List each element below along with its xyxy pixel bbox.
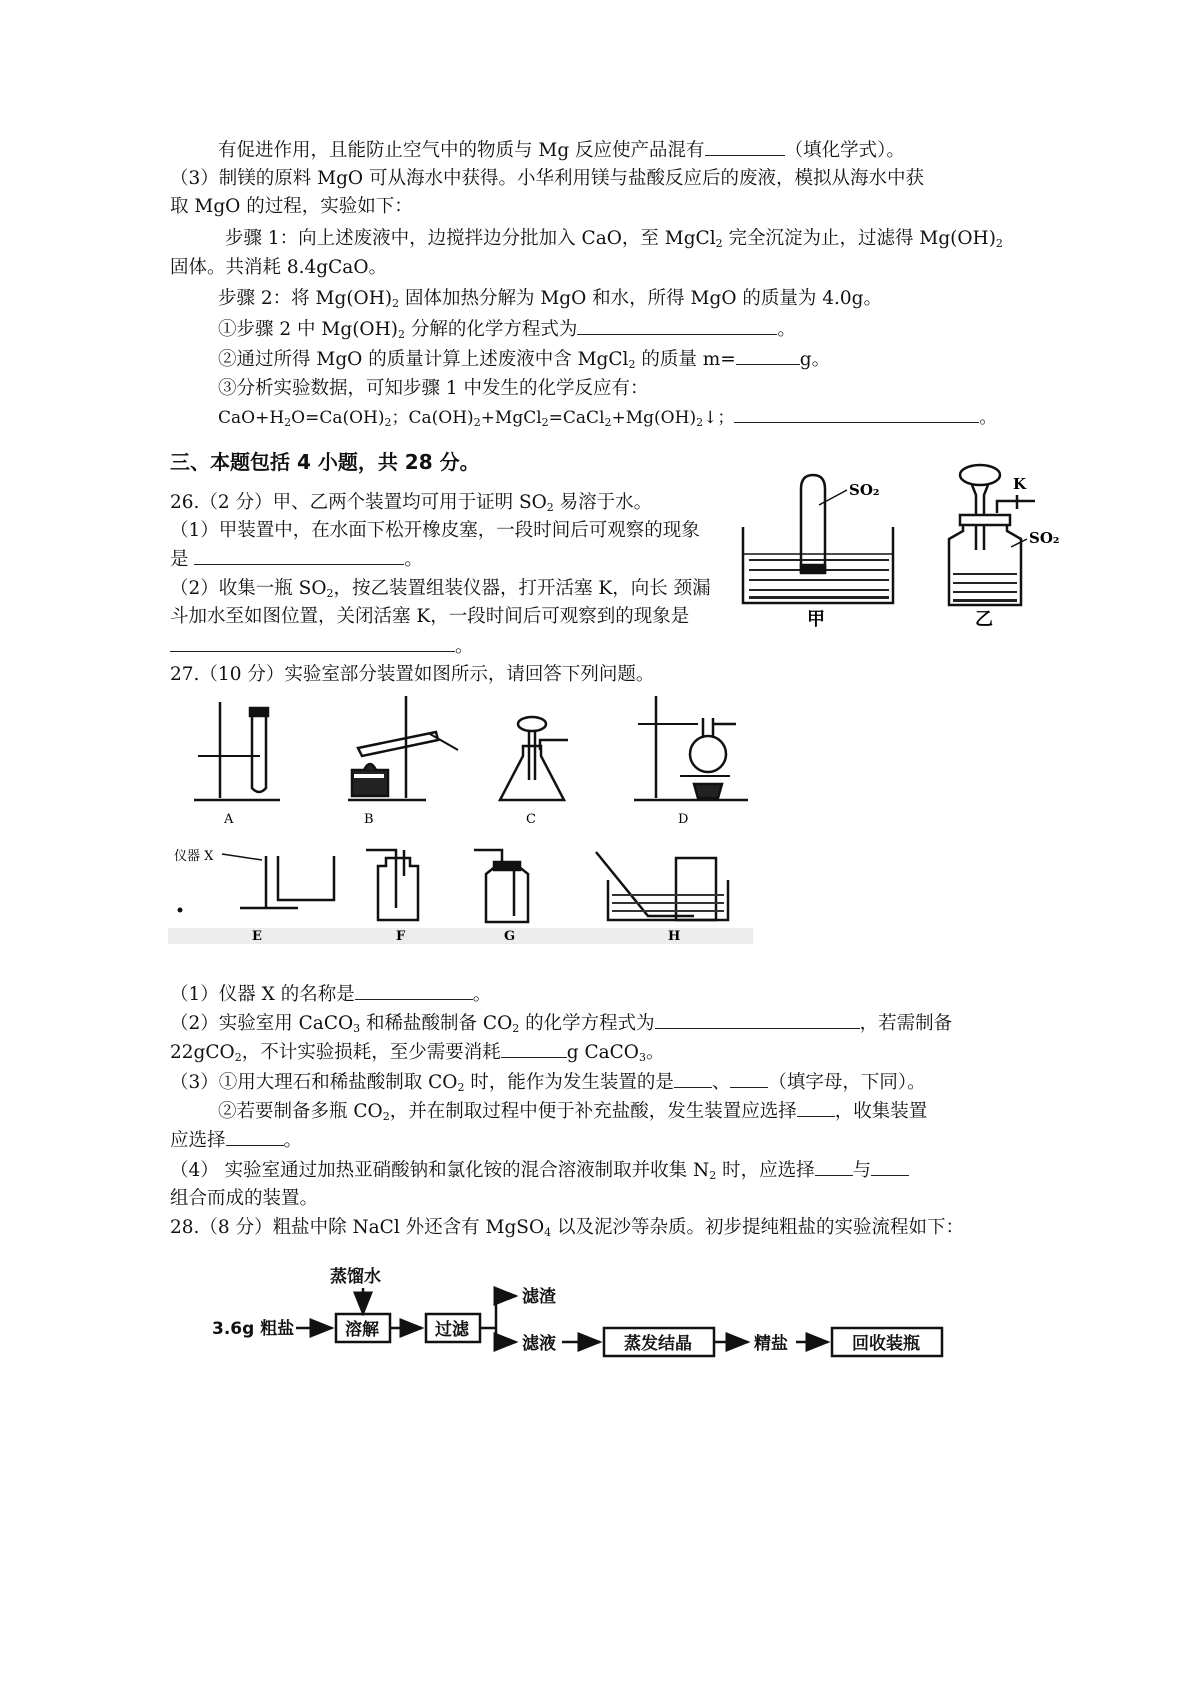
text-line: 22gCO$_2$，不计实验损耗，至少需要消耗 g CaCO$_3$。 [170, 1039, 664, 1066]
text-line: 取 MgO 的过程，实验如下： [170, 196, 413, 217]
q27-apparatus-figure [168, 690, 760, 950]
label-b: B [364, 812, 374, 827]
apparatus-h [596, 852, 728, 920]
label-c: C [526, 812, 536, 827]
apparatus-c [500, 717, 568, 800]
refined-salt-label: 精盐 [754, 1334, 788, 1354]
crude-salt-label: 3.6g 粗盐 [212, 1319, 295, 1339]
text-line: 组合而成的装置。 [170, 1188, 319, 1209]
text-line: 。 [170, 633, 474, 660]
q27-part4: （4） 实验室通过加热亚硝酸钠和氯化铵的混合溶液制取并收集 $N_2$ 时，应选择 与 [170, 1157, 909, 1184]
section-heading: 三、本题包括 4 小题，共 28 分。 [170, 450, 480, 474]
step-1: 步骤 1：向上述废液中，边搅拌边分批加入 CaO，至 MgCl$_2$ 完全沉淀为止，过滤得 $Mg(OH)_2$ [225, 228, 1003, 250]
purification-flowchart [200, 1262, 960, 1372]
equation-line: $CaO+H_2O=Ca(OH)_2$；$Ca(OH)_2+MgCl_2=CaCl_2+Mg(OH)_2↓$； 。 [218, 404, 996, 431]
apparatus-g [474, 850, 528, 922]
label-e: E [252, 929, 262, 944]
answer-blank[interactable] [674, 1069, 712, 1088]
answer-blank[interactable] [734, 404, 979, 423]
q27-title: 27.（10 分）实验室部分装置如图所示，请回答下列问题。 [170, 664, 655, 685]
label-a: A [224, 812, 234, 827]
so2-label: SO₂ [1029, 529, 1060, 547]
apparatus-d [634, 696, 748, 800]
distilled-water-label: 蒸馏水 [330, 1267, 381, 1287]
figure-label-jia: 甲 [807, 609, 825, 630]
apparatus-b [348, 696, 458, 800]
filter-label: 过滤 [435, 1320, 469, 1340]
q26-apparatus-figure [735, 455, 1075, 635]
step-2: 步骤 2：将 $Mg(OH)_2$ 固体加热分解为 MgO 和水，所得 MgO 的质量为 4.0g。 [218, 288, 883, 310]
answer-blank[interactable] [226, 1127, 284, 1146]
label-h: H [668, 929, 681, 944]
apparatus-a [194, 702, 280, 800]
answer-blank[interactable] [355, 981, 473, 1000]
answer-blank[interactable] [736, 346, 800, 365]
funnel [960, 465, 1000, 550]
text-line: （1）甲装置中，在水面下松开橡皮塞，一段时间后可观察的现象 [170, 520, 700, 541]
label-d: D [678, 812, 689, 827]
evaporate-label: 蒸发结晶 [624, 1334, 692, 1354]
answer-blank[interactable] [815, 1157, 853, 1176]
text-line: （2）收集一瓶 $SO_2$，按乙装置组装仪器，打开活塞 K，向长 颈漏 [170, 578, 711, 600]
so2-label: SO₂ [849, 481, 880, 499]
q26-title: 26.（2 分）甲、乙两个装置均可用于证明 $SO_2$ 易溶于水。 [170, 492, 653, 514]
text-line: 斗加水至如图位置，关闭活塞 K，一段时间后可观察到的现象是 [170, 606, 690, 627]
label-g: G [504, 929, 516, 944]
answer-blank[interactable] [730, 1069, 768, 1088]
q27-part3: （3）①用大理石和稀盐酸制取 $CO_2$ 时，能作为发生装置的是 、 （填字母，下同）。 [170, 1069, 926, 1096]
q27-part2: （2）实验室用 CaCO$_3$ 和稀盐酸制备 $CO_2$ 的化学方程式为 ，若需制备 [170, 1010, 952, 1037]
apparatus-f [366, 850, 418, 920]
bottle-water [953, 573, 1017, 602]
filtrate-label: 滤液 [522, 1334, 556, 1354]
answer-blank[interactable] [655, 1010, 860, 1029]
question-2: ②通过所得 MgO 的质量计算上述废液中含 MgCl$_2$ 的质量 m= g。 [218, 346, 830, 373]
answer-blank[interactable] [705, 137, 785, 156]
answer-blank[interactable] [577, 316, 777, 335]
q27-part1: （1）仪器 X 的名称是 。 [170, 981, 491, 1008]
text-line: 是 。 [170, 546, 423, 573]
answer-blank[interactable] [170, 633, 455, 652]
answer-blank[interactable] [797, 1098, 835, 1117]
answer-blank[interactable] [501, 1039, 567, 1058]
label-f: F [396, 929, 406, 944]
q28-title: 28.（8 分）粗盐中除 NaCl 外还含有 MgSO$_4$ 以及泥沙等杂质。初步提纯粗盐的实验流程如下： [170, 1217, 965, 1239]
text-line: ②若要制备多瓶 $CO_2$，并在制取过程中便于补充盐酸，发生装置应选择 ，收集装置 [218, 1098, 927, 1125]
dissolve-label: 溶解 [345, 1320, 379, 1340]
apparatus-e [222, 854, 334, 908]
question-3: ③分析实验数据，可知步骤 1 中发生的化学反应有： [218, 378, 649, 399]
bottle-label: 回收装瓶 [852, 1334, 920, 1354]
text-line: 应选择 。 [170, 1127, 302, 1154]
text-line: 固体。共消耗 8.4gCaO。 [170, 257, 387, 278]
text-line: 有促进作用，且能防止空气中的物质与 Mg 反应使产品混有 （填化学式）。 [218, 137, 905, 164]
stopcock-k-label: K [1013, 475, 1027, 493]
test-tube [801, 475, 825, 573]
gas-bottle [949, 495, 1035, 605]
text-line: （3）制镁的原料 MgO 可从海水中获得。小华利用镁与盐酸反应后的废液，模拟从海水中获 [170, 168, 924, 189]
liquid-hatching [354, 774, 724, 912]
answer-blank[interactable] [194, 546, 404, 565]
mark-dot [178, 908, 183, 913]
question-1: ①步骤 2 中 $Mg(OH)_2$ 分解的化学方程式为 。 [218, 316, 796, 343]
instrument-x-label: 仪器 X [174, 849, 214, 864]
figure-label-yi: 乙 [975, 609, 993, 630]
residue-label: 滤渣 [522, 1287, 556, 1307]
answer-blank[interactable] [871, 1157, 909, 1176]
